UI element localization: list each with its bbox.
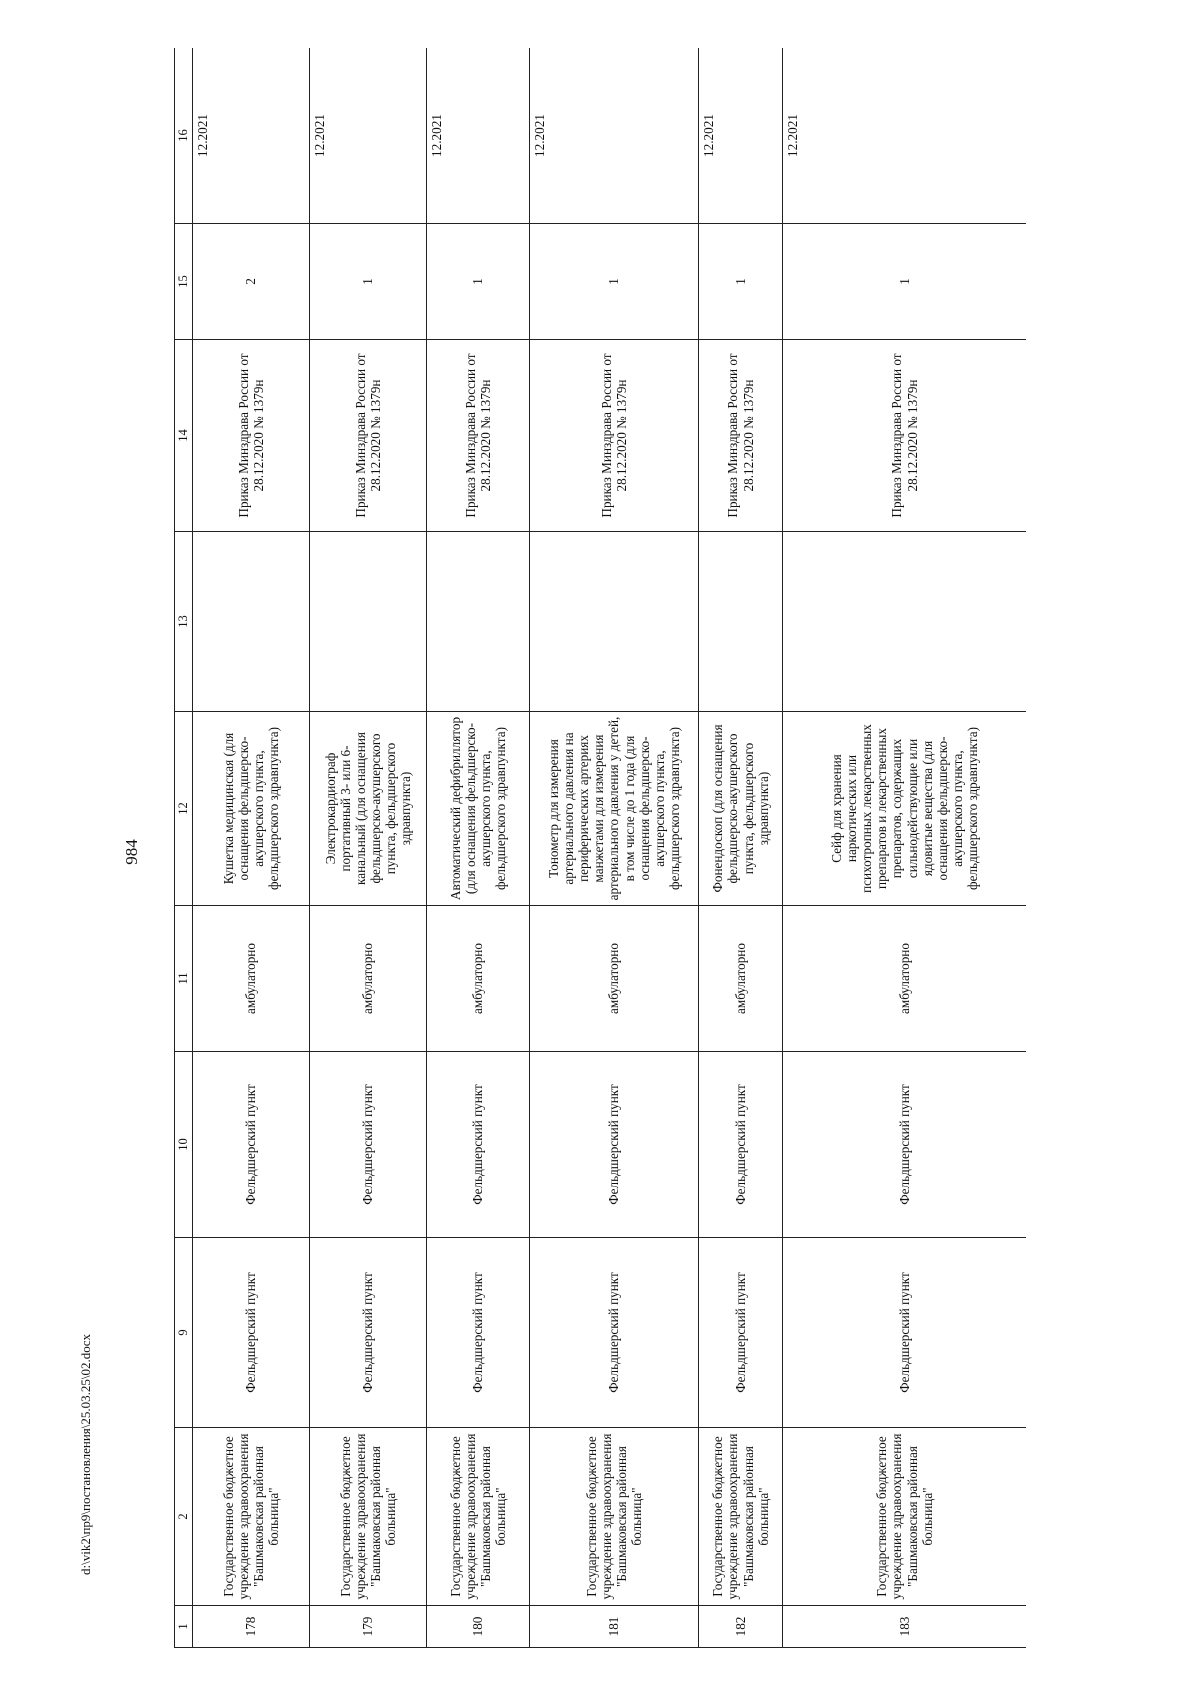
page-number: 984 [122, 839, 141, 865]
col9-cell: Фельдшерский пункт [530, 1238, 699, 1428]
header-cell-1: 1 [175, 1606, 193, 1648]
institution-cell: Государственное бюджетное учреждение здравоохранения "Башмаковская районная больница" [310, 1428, 427, 1606]
order-cell: Приказ Минздрава России от 28.12.2020 № 1379н [699, 340, 783, 532]
order-cell: Приказ Минздрава России от 28.12.2020 № 1379н [310, 340, 427, 532]
date-cell: 12.2021 [310, 48, 427, 224]
institution-cell: Государственное бюджетное учреждение здравоохранения "Башмаковская районная больница" [699, 1428, 783, 1606]
col13-cell [193, 532, 310, 712]
institution-cell: Государственное бюджетное учреждение здравоохранения "Башмаковская районная больница" [783, 1428, 1027, 1606]
header-cell-10: 10 [175, 1052, 193, 1238]
col9-cell: Фельдшерский пункт [427, 1238, 530, 1428]
footer-file-path [78, 1334, 98, 1575]
table-row [530, 48, 699, 1648]
table-row [193, 48, 310, 1648]
col10-cell: Фельдшерский пункт [310, 1052, 427, 1238]
quantity-cell: 1 [530, 224, 699, 340]
header-row [175, 48, 193, 1648]
col9-cell: Фельдшерский пункт [310, 1238, 427, 1428]
institution-cell: Государственное бюджетное учреждение здравоохранения "Башмаковская районная больница" [530, 1428, 699, 1606]
col10-cell: Фельдшерский пункт [783, 1052, 1027, 1238]
col10-cell: Фельдшерский пункт [530, 1052, 699, 1238]
col13-cell [310, 532, 427, 712]
quantity-cell: 1 [427, 224, 530, 340]
footer-file-path-text: d:\vik2\пр9\постановления\25.03.25\02.docx [78, 1334, 93, 1575]
date-cell: 12.2021 [193, 48, 310, 224]
quantity-cell: 1 [783, 224, 1027, 340]
col11-cell: амбулаторно [310, 906, 427, 1052]
header-cell-11: 11 [175, 906, 193, 1052]
header-cell-12: 12 [175, 712, 193, 906]
row-number: 179 [310, 1606, 427, 1648]
header-cell-14: 14 [175, 340, 193, 532]
equipment-cell: Фонендоскоп (для оснащения фельдшерско-акушерского пункта, фельдшерского здравпункта) [699, 712, 783, 906]
col11-cell: амбулаторно [427, 906, 530, 1052]
equipment-cell: Автоматический дефибриллятор (для оснащения фельдшерско-акушерского пункта, фельдшерского здравпункта) [427, 712, 530, 906]
order-cell: Приказ Минздрава России от 28.12.2020 № 1379н [427, 340, 530, 532]
col11-cell: амбулаторно [193, 906, 310, 1052]
date-cell: 12.2021 [783, 48, 1027, 224]
equipment-cell: Электрокардиограф портативный 3- или 6-канальный (для оснащения фельдшерско-акушерского пункта, фельдшерского здравпункта) [310, 712, 427, 906]
col9-cell: Фельдшерский пункт [699, 1238, 783, 1428]
col10-cell: Фельдшерский пункт [699, 1052, 783, 1238]
col11-cell: амбулаторно [530, 906, 699, 1052]
equipment-table [174, 48, 1026, 1648]
quantity-cell: 2 [193, 224, 310, 340]
institution-cell: Государственное бюджетное учреждение здравоохранения "Башмаковская районная больница" [427, 1428, 530, 1606]
equipment-cell: Тонометр для измерения артериального давления на периферических артериях манжетами для измерения артериального давления у детей, в том числе до 1 года (для оснащения фельдшерско-акушерского пункта, фельдшерского здравпункта) [530, 712, 699, 906]
row-number: 182 [699, 1606, 783, 1648]
table-row [427, 48, 530, 1648]
order-cell: Приказ Минздрава России от 28.12.2020 № 1379н [783, 340, 1027, 532]
table-row [783, 48, 1027, 1648]
col10-cell: Фельдшерский пункт [427, 1052, 530, 1238]
table-row [699, 48, 783, 1648]
table-container [174, 48, 1026, 1648]
col13-cell [783, 532, 1027, 712]
order-cell: Приказ Минздрава России от 28.12.2020 № 1379н [530, 340, 699, 532]
date-cell: 12.2021 [427, 48, 530, 224]
quantity-cell: 1 [310, 224, 427, 340]
equipment-cell: Кушетка медицинская (для оснащения фельдшерско-акушерского пункта, фельдшерского здравпункта) [193, 712, 310, 906]
row-number: 181 [530, 1606, 699, 1648]
header-cell-15: 15 [175, 224, 193, 340]
header-cell-9: 9 [175, 1238, 193, 1428]
col9-cell: Фельдшерский пункт [783, 1238, 1027, 1428]
col13-cell [530, 532, 699, 712]
header-cell-2: 2 [175, 1428, 193, 1606]
col11-cell: амбулаторно [783, 906, 1027, 1052]
col13-cell [427, 532, 530, 712]
row-number: 178 [193, 1606, 310, 1648]
date-cell: 12.2021 [699, 48, 783, 224]
header-cell-16: 16 [175, 48, 193, 224]
order-cell: Приказ Минздрава России от 28.12.2020 № 1379н [193, 340, 310, 532]
date-cell: 12.2021 [530, 48, 699, 224]
col11-cell: амбулаторно [699, 906, 783, 1052]
quantity-cell: 1 [699, 224, 783, 340]
header-cell-13: 13 [175, 532, 193, 712]
rotated-table-frame [174, 48, 1026, 1648]
row-number: 180 [427, 1606, 530, 1648]
table-row [310, 48, 427, 1648]
col10-cell: Фельдшерский пункт [193, 1052, 310, 1238]
row-number: 183 [783, 1606, 1027, 1648]
col9-cell: Фельдшерский пункт [193, 1238, 310, 1428]
equipment-cell: Сейф для хранения наркотических или психотропных лекарственных препаратов и лекарственных препаратов, содержащих сильнодействующие или ядовитые вещества (для оснащения фельдшерско-акушерского пункта, фельдшерского здравпункта) [783, 712, 1027, 906]
institution-cell: Государственное бюджетное учреждение здравоохранения "Башмаковская районная больница" [193, 1428, 310, 1606]
col13-cell [699, 532, 783, 712]
